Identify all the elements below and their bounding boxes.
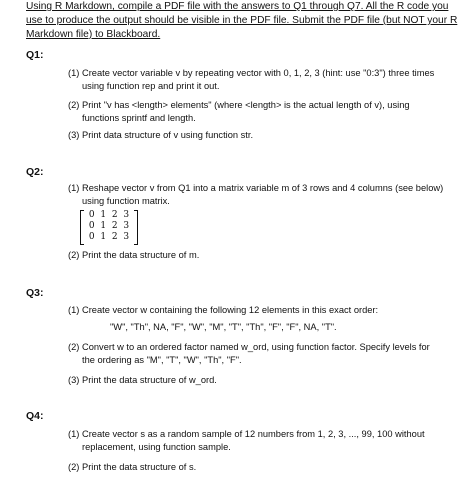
matrix-left-bracket [80, 210, 84, 245]
item-number: (1) [68, 68, 80, 78]
q1-heading: Q1: [26, 49, 44, 61]
q3-item-2 [68, 341, 458, 367]
item-text-line1: Print "v has <length> elements" (where <length> is the actual length of v), using [82, 100, 410, 110]
item-text-line1: Print the data structure of s. [82, 462, 197, 472]
q3-heading: Q3: [26, 287, 44, 299]
item-text-line1: Reshape vector v from Q1 into a matrix variable m of 3 rows and 4 columns (see below) [82, 183, 444, 193]
item-text-line2: replacement, using function sample. [82, 442, 231, 452]
item-text-line2: using function rep and print it out. [82, 81, 220, 91]
item-number: (2) [68, 100, 80, 110]
assignment-instructions: Using R Markdown, compile a PDF file with the answers to Q1 through Q7. All the R code you use to produce the output should be visible in the PDF file. Submit the PDF file (but NOT your R Markdown file) to Blackboard. [26, 1, 458, 40]
matrix-row: 0 1 2 3 [88, 221, 130, 231]
item-number: (1) [68, 183, 80, 193]
item-text-line1: Create vector s as a random sample of 12 numbers from 1, 2, 3, ..., 99, 100 without [82, 429, 425, 439]
q4-item-2 [68, 461, 458, 474]
item-number: (3) [68, 130, 80, 140]
item-number: (3) [68, 375, 80, 385]
item-text-line2: the ordering as "M", "T", "W", "Th", "F". [82, 355, 242, 365]
item-text-line2: using function matrix. [82, 196, 170, 206]
item-text-line1: Create vector variable v by repeating vector with 0, 1, 2, 3 (hint: use "0:3") three times [82, 68, 435, 78]
q3-item-1 [68, 304, 458, 317]
item-text-line1: Print data structure of v using function str. [82, 130, 254, 140]
item-number: (1) [68, 429, 80, 439]
q3-item-3 [68, 374, 458, 387]
q4-item-1 [68, 428, 458, 454]
item-text-line1: Print the data structure of w_ord. [82, 375, 217, 385]
matrix-right-bracket [134, 210, 138, 245]
item-text-line1: Print the data structure of m. [82, 250, 200, 260]
q4-heading: Q4: [26, 410, 44, 422]
q1-item-1 [68, 67, 458, 93]
item-number: (2) [68, 462, 80, 472]
q2-heading: Q2: [26, 166, 44, 178]
item-number: (1) [68, 305, 80, 315]
matrix-row: 0 1 2 3 [88, 210, 130, 220]
q3-element-list: "W", "Th", NA, "F", "W", "M", "T", "Th", "F", "F", NA, "T". [110, 322, 337, 332]
q2-item-1 [68, 182, 458, 208]
item-number: (2) [68, 342, 80, 352]
matrix-m-display [80, 210, 138, 244]
q1-item-2 [68, 99, 458, 125]
item-text-line1: Convert w to an ordered factor named w_ord, using function factor. Specify levels for [82, 342, 430, 352]
item-number: (2) [68, 250, 80, 260]
matrix-row: 0 1 2 3 [88, 232, 130, 242]
item-text-line1: Create vector w containing the following 12 elements in this exact order: [82, 305, 379, 315]
q1-item-3 [68, 129, 458, 142]
item-text-line2: functions sprintf and length. [82, 113, 196, 123]
q2-item-2 [68, 249, 458, 262]
